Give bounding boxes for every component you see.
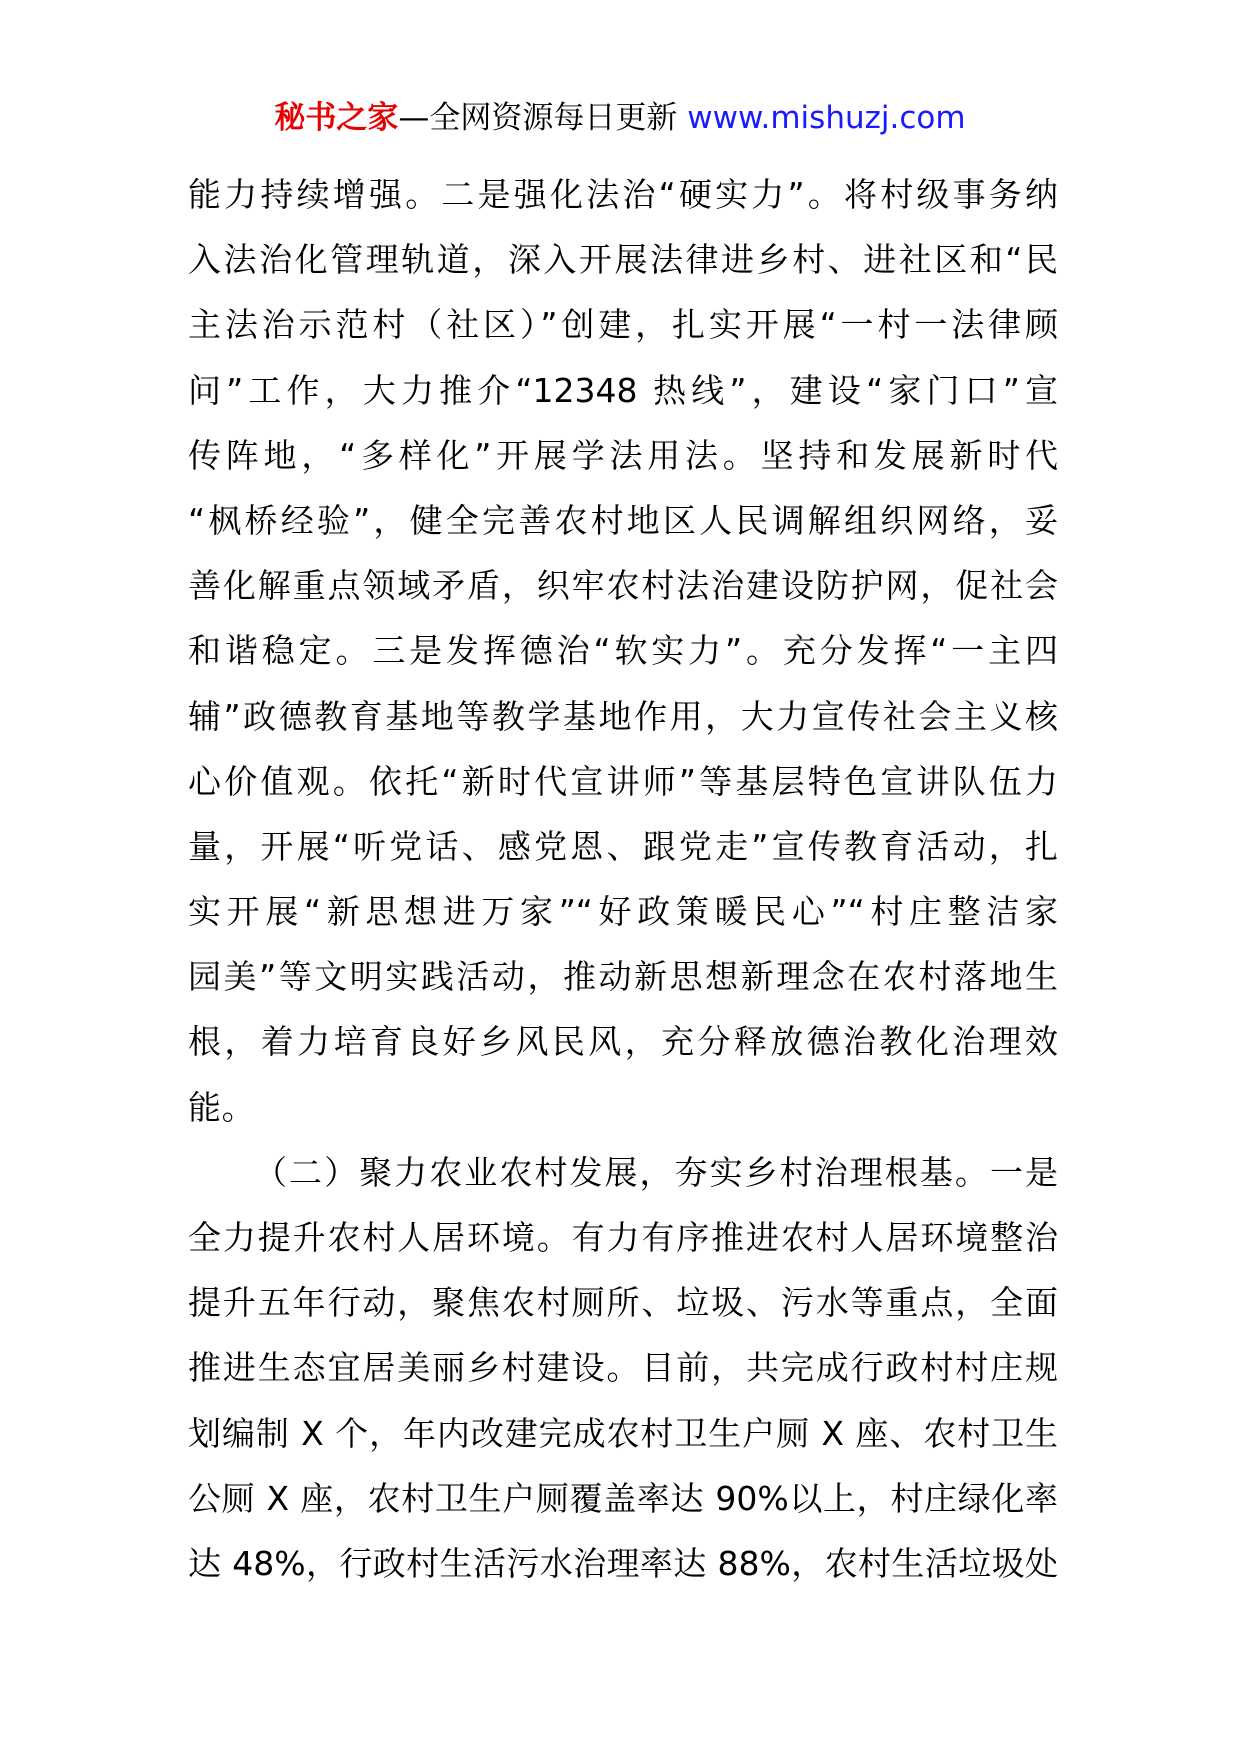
section-heading-line: （二）聚力农业农村发展，夯实乡村治理根基。一是 [254,1152,1058,1192]
text-line: 达 48%，行政村生活污水治理率达 88%，农村生活垃圾处 [188,1543,1058,1583]
text-line: 推进生态宜居美丽乡村建设。目前，共完成行政村村庄规 [188,1348,1058,1388]
text-line: “枫桥经验”，健全完善农村地区人民调解组织网络，妥 [188,500,1058,540]
site-slogan: —全网资源每日更新 [398,100,678,136]
text-line: 善化解重点领域矛盾，织牢农村法治建设防护网，促社会 [188,566,1058,606]
text-line: 公厕 X 座，农村卫生户厕覆盖率达 90%以上，村庄绿化率 [188,1478,1058,1518]
text-line: 问”工作，大力推介“12348 热线”，建设“家门口”宣 [188,370,1058,410]
site-brand: 秘书之家 [274,100,399,136]
text-line: 根，着力培育良好乡风民风，充分释放德治教化治理效 [188,1022,1058,1062]
document-body [188,162,1058,1596]
text-line: 主法治示范村（社区）”创建，扎实开展“一村一法律顾 [188,305,1058,345]
site-url-link[interactable]: www.mishuzj.com [687,100,966,136]
site-header [0,98,1240,138]
text-line: 辅”政德教育基地等教学基地作用，大力宣传社会主义核 [188,696,1058,736]
paragraph-end-line: 能。 [188,1087,256,1127]
text-line: 量，开展“听党话、感党恩、跟党走”宣传教育活动，扎 [188,826,1058,866]
text-line: 入法治化管理轨道，深入开展法律进乡村、进社区和“民 [188,240,1058,280]
text-line: 和谐稳定。三是发挥德治“软实力”。充分发挥“一主四 [188,631,1058,671]
text-line: 划编制 X 个，年内改建完成农村卫生户厕 X 座、农村卫生 [188,1413,1058,1453]
text-line: 能力持续增强。二是强化法治“硬实力”。将村级事务纳 [188,175,1058,214]
text-line: 心价值观。依托“新时代宣讲师”等基层特色宣讲队伍力 [188,761,1058,801]
text-line: 提升五年行动，聚焦农村厕所、垃圾、污水等重点，全面 [188,1283,1058,1323]
text-line: 全力提升农村人居环境。有力有序推进农村人居环境整治 [188,1218,1058,1257]
text-line: 传阵地，“多样化”开展学法用法。坚持和发展新时代 [188,435,1058,475]
text-line: 园美”等文明实践活动，推动新思想新理念在农村落地生 [188,957,1058,997]
text-line: 实开展“新思想进万家”“好政策暖民心”“村庄整洁家 [188,892,1058,932]
